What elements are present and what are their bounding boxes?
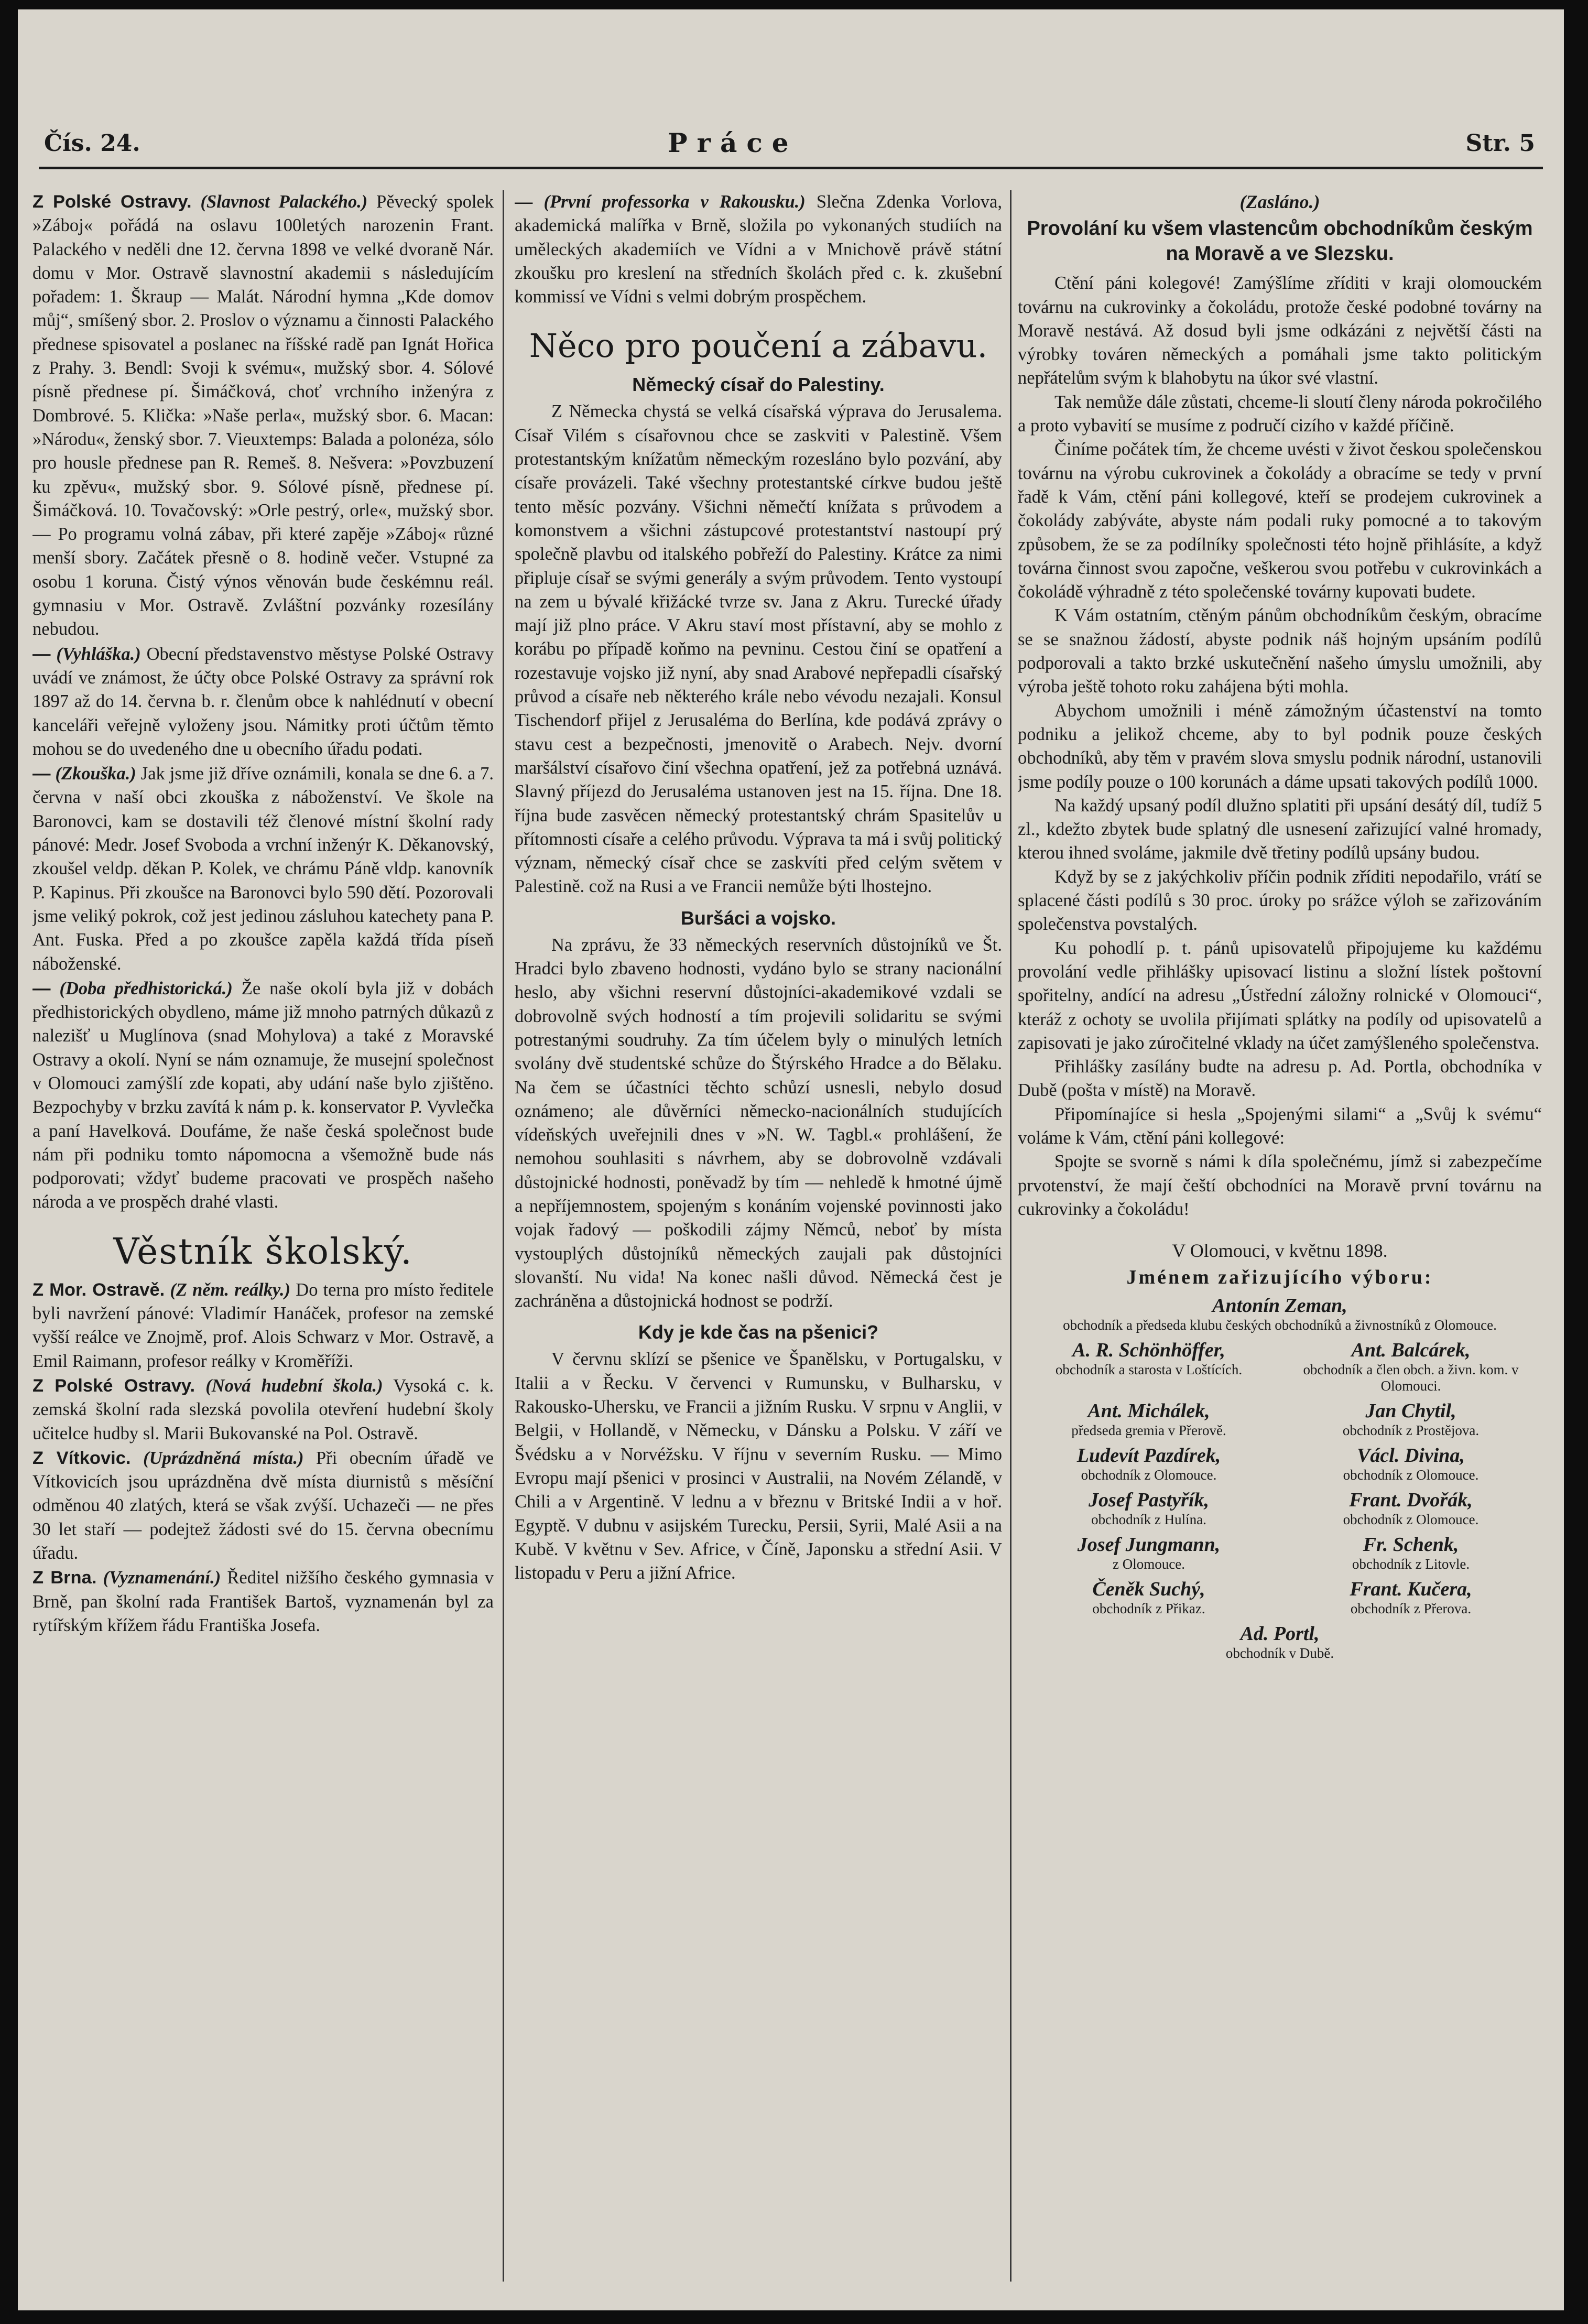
proclamation-paragraph: Činíme počátek tím, že chceme uvésti v život českou společenskou továrnu na výrobu cukrovinek a čokolády a obracíme se tedy v první řadě k Vám, ctění páni kollegové, kteří se prodejem cukrovinek a čokolády zabýváte, abyste nám podali ruky pomocné a to takovým způsobem, že se za podílníky společnosti této hojně přihlásíte, a když továrna činnost svou započne, veškerou svou potřebu v cukrovinkách a čokoládě výhradně z této společenské továrny kupovati budete. [1018,439,1542,602]
article-paragraph: Na zprávu, že 33 německých reservních důstojníků ve Št. Hradci bylo zbaveno hodnosti, vydáno bylo se strany nacionální heslo, aby všichni reservní důstojníci-akademikové vzdali se dobrovolně svých hodností a tím projevili solidaritu se svými potrestanými soudruhy. Za tím účelem byly o minulých letních svolány dvě studentské schůze do Štýrského Hradce a do Bělaku. Na čem se účastníci těchto schůzí usnesli, nebylo dosud oznámeno; ale důvěrníci německo-nacionálních studujících vídeňských uveřejnili dnes v »N. W. Tagbl.« prohlášení, že nemohou souhlasiti s návrhem, aby se dobrovolně vzdávali důstojnické hodnosti, poněvadž by tím — nehledě k hmotné újmě a nepříjemnostem, spojeným s konáním vojenské povinnosti jako vojak řadový — poškodili zájmy Němců, neboť by místa vystouplých důstojníků německých zaujali pak důstojníci slovanští. Nu vida! Na konec našli důvod. Německá čest je zachráněna a důstojnická hodnost se podrží. [515,935,1002,1311]
signature: Čeněk Suchý, obchodník z Přikaz. [1092,1578,1205,1616]
news-item: — (Doba předhistorická.) Že naše okolí byla již v dobách předhistorických obydleno, máme již mnoho patrných důkazů z nalezišť u Muglínova (snad Mohylova) a také z Moravské Ostravy a okolí. Nyní se nám oznamuje, že musejní společnost v Olomouci zamýšlí zde kopati, aby udání naše bylo zjištěno. Bezpochyby v brzku zavítá k nám p. k. konservator P. Vyvlečka a paní Havelková. Doufáme, že naše česká společnost bude nám při podniku tomto nápomocna a všemožně bude nás podporovati; vždyť budeme pracovati ve prospěch našeho národa a ve prospěch drahé vlasti. [32,978,494,1212]
proclamation-paragraph: Abychom umožnili i méně zámožným účastenství na tomto podniku a jelikož chceme, aby to byl podnik pouze českých obchodníků, aby těm v pravém slova smyslu podnik národní, ustanovili jsme podíly pouze o 100 korunách a dáme upsati takových podílů 1000. [1018,700,1542,792]
page-header [18,9,1564,182]
signature-row [1018,1533,1542,1572]
signature-row [1018,1489,1542,1528]
article-title: Německý císař do Palestiny. [632,374,885,396]
column-divider [503,190,504,2282]
proclamation-paragraph: Ctění páni kolegové! Zamýšlíme zříditi v kraji olomouckém továrnu na cukrovinky a čokoládu, protože české podobné továrny na Moravě nestává. Až dosud byli jsme odkázáni z největší části na výrobky továren německých a pomáhali jsme takto politickým nepřátelům svým k blahobytu na úkor své vlastní. [1018,273,1542,388]
column-middle [515,190,1002,2282]
signature: Josef Pastyřík, obchodník z Hulína. [1088,1489,1210,1527]
signature: Josef Jungmann, z Olomouce. [1077,1533,1221,1572]
article-title: Buršáci a vojsko. [680,907,836,929]
page-number: Str. 5 [1465,130,1535,157]
news-item: Z Polské Ostravy. (Slavnost Palackého.) Pěvecký spolek »Záboj« pořádá na oslavu 100letých narozenin Frant. Palackého v neděli dne 12. června 1898 ve velké dvoraně Nár. domu v Mor. Ostravě slavnostní akademii s následujícím pořadem: 1. Škraup — Malát. Národní hymna „Kde domov můj“, smíšený sbor. 2. Proslov o významu a činnosti Palackého přednese spisovatel a poslanec na říšské radě pan Ignát Hořica z Prahy. 3. Bendl: Svoji k svému«, mužský sbor. 4. Sólové písně přednese pí. Šimáčková, choť vrchního inženýra z Dombrové. 5. Klička: »Naše perla«, mužský sbor. 6. Macan: »Národu«, ženský sbor. 7. Vieuxtemps: Balada a polonéza, sólo pro housle přednese pan R. Remeš. 8. Nešvera: »Povzbuzení ku zpěvu«, mužský sbor. 9. Sólové písně, přednese pí. Šimáčková. 10. Tovačovský: »Orle pestrý, orle«, mužský sbor. — Po programu volná zábav, při které zapěje »Záboj« různé menší sbory. Začátek přesně o 8. hodině večer. Vstupné za osobu 1 koruna. Čistý výnos věnován bude českémnu reál. gymnasiu v Mor. Ostravě. Zvláštní pozvánky rozesílány nebudou. [32,192,494,639]
signature: Antonín Zeman, obchodník a předseda klubu českých obchodníků a živnostníků z Olomouce. [1063,1294,1497,1333]
signature: Václ. Divina, obchodník z Olomouce. [1343,1444,1479,1483]
section-tag: (Zasláno.) [1239,191,1320,212]
news-item: — (Vyhláška.) Obecní představenstvo městyse Polské Ostravy uvádí ve známost, že účty obce Polské Ostravy za správní rok 1897 až do 14. června b. r. členům obce k nahlédnutí v obecní kanceláři veřejně vyloženy jsou. Námitky proti účtům těmto mohou se do uvedeného dne u obecního úřadu podati. [32,644,494,759]
school-item: Z Vítkovic. (Uprázdněná místa.) Při obecním úřadě ve Vítkovicích jsou uprázdněna dvě místa diurnistů s měsíční odměnou 40 zlatých, která se však zvýší. Uchazeči — ne přes 30 let staří — podejtež žádosti své do 15. června obecnímu úřadu. [32,1448,494,1563]
proclamation-paragraph: Když by se z jakýchkoliv příčin podnik zříditi nepodařilo, vrátí se splacené části podílů s 30 proc. úroky po srážce výloh se zařizováním společenstva povstalých. [1018,866,1542,935]
news-item: — (První professorka v Rakousku.) Slečna Zdenka Vorlova, akademická malířka v Brně, složila po vykonaných studiích na uměleckých akademiích ve Vídni a v Mnichově právě státní zkoušku pro kreslení na středních školách před c. k. zkušební kommissí ve Vídni s velmi dobrým prospěchem. [515,192,1002,307]
signature: Ad. Portl, obchodník v Dubě. [1225,1622,1334,1661]
school-item: Z Polské Ostravy. (Nová hudební škola.) Vysoká c. k. zemská školní rada slezská povolila otevření hudební školy učitelce hudby sl. Marii Bukovanské na Pol. Ostravě. [32,1375,494,1443]
signature: Frant. Dvořák, obchodník z Olomouce. [1343,1489,1479,1527]
signature: Fr. Schenk, obchodník z Litovle. [1352,1533,1470,1572]
signature: Ant. Michálek, předseda gremia v Přerově. [1071,1399,1226,1438]
column-divider [1010,190,1011,2282]
newspaper-page [18,9,1564,2310]
article-title: Kdy je kde čas na pšenici? [638,1321,879,1343]
proclamation-paragraph: Připomínajíce si hesla „Spojenými silami“ a „Svůj k svému“ voláme k Vám, ctění páni kollegové: [1018,1104,1542,1148]
proclamation-paragraph: Ku pohodlí p. t. pánů upisovatelů připojujeme ku každému provolání vedle přihlášky upisovací listinu a složní lístek poštovní spořitelny, andící na adresu „Ústřední záložny rolnické v Olomouci“, kteráž z ochoty se uvolila přijímati splátky na podíly od upisovatelů a zapisovati je jako zúročitelné vklady na účet zamýšleného společenstva. [1018,938,1542,1053]
header-rule [39,167,1543,169]
section-title-school: Věstník školský. [113,1231,413,1273]
signature-row [1018,1622,1542,1661]
article-paragraph: Z Německa chystá se velká císařská výprava do Jerusalema. Císař Vilém s císařovnou chce se zaskviti v Palestině. Všem protestantským knížatům německým rozesláno bylo pozvání, aby císaře provázeli. Také všechny protestantské církve budou ještě tento měsíc pozvány. Všichni němečtí knížata s průvodem a komonstvem a všichni zástupcové protestantství nastoupí prý společně plavbu od italského pobřeží do Palestiny. Krátce za nimi připluje císař se svými generály a svým průvodem. Tento vystoupí na zem u bývalé křižácké tvrze sv. Jana z Akru. Turecké úřady mají již plno práce. V Akru staví most přístavní, aby se mohlo z korábu po případě koňmo na pevninu. Cestou činí se opatření a rozestavuje vojsko již nyní, aby snad Arabové nepřepadli císařský průvod a císaře neb některého krále nebo vévodu nezajali. Konsul Tischendorf přijel z Jerusaléma do Berlína, kde podává zprávy o stavu cest a bezpečnosti, jmenovitě o Arabech. Nejv. dvorní maršálství císařovo činí všechna opatření, jež za potřebná uznává. Slavný příjezd do Jerusaléma ustanoven jest na 15. října. Dne 18. října bude zasvěcen německý protestantský chrám Spasitelův u přítomnosti císaře a celého průvodu. Výprava ta má i svůj politický význam, německý císař chce se zaskvíti před celým světem v Palestině. což na Rusi a ve Francii nemůže býti lhostejno. [515,401,1002,897]
proclamation-paragraph: Přihlášky zasílány budte na adresu p. Ad. Portla, obchodníka v Dubě (pošta v místě) na Moravě. [1018,1057,1542,1101]
column-right [1018,190,1542,2282]
article-paragraph: V červnu sklízí se pšenice ve Španělsku, v Portugalsku, v Italii a v Řecku. V červenci v Rumunsku, v Bulharsku, v Rakousko-Uhersku, ve Francii a jižním Rusku. V srpnu v Anglii, v Belgii, v Hollandě, v Německu, v Dánsku a Polsku. V září ve Švédsku a v Norvéžsku. V říjnu v severním Rusku. — Mimo Evropu mají pšenici v prosinci v Australii, na Novém Zélandě, v Chili a v Argentině. V lednu a v březnu v Britské Indii a v hoř. Egyptě. V dubnu v asijském Turecku, Persii, Syrii, Malé Asii a na Kubě. V květnu v Sev. Africe, v Číně, Japonsku a střední Asii. V listopadu v Peru a jižní Africe. [515,1349,1002,1583]
proclamation-paragraph: K Vám ostatním, ctěným pánům obchodníkům českým, obracíme se se snažnou žádostí, abyste podnik náš hojným upsáním podílů podporovali a takto brzké uskutečnění našeho úmyslu umožnili, aby výroba ještě tohoto roku zahájena býti mohla. [1018,605,1542,697]
signature: Jan Chytil, obchodník z Prostějova. [1342,1399,1480,1438]
section-title-education: Něco pro poučení a zábavu. [529,327,988,365]
signature: Frant. Kučera, obchodník z Přerova. [1350,1578,1472,1616]
proclamation-place-date: V Olomouci, v květnu 1898. [1172,1240,1388,1262]
school-item: Z Brna. (Vyznamenání.) Ředitel nižšího českého gymnasia v Brně, pan školní rada František Bartoš, vyznamenán byl za rytířským křížem řádu Františka Josefa. [32,1568,494,1635]
proclamation-paragraph: Tak nemůže dále zůstati, chceme-li sloutí členy národa pokročilého a proto vybavití se musíme z područí cizího v každé příčině. [1018,392,1542,436]
signature-row [1018,1339,1542,1394]
column-left [32,190,494,2282]
proclamation-title: Provolání ku všem vlastencům obchodníkům českým na Moravě a ve Slezsku. [1027,218,1533,265]
school-item: Z Mor. Ostravě. (Z něm. reálky.) Do terna pro místo ředitele byli navržení pánové: Vladimír Hanáček, profesor na zemské vyšší reálce ve Znojmě, prof. Alois Schwarz v Mor. Ostravě, a Emil Raimann, profesor reálky v Kroměříži. [32,1279,494,1371]
proclamation-paragraph: Na každý upsaný podíl dlužno splatiti při upsání desátý díl, tudíž 5 zl., kdežto zbytek bude splatný dle usnesení zařizující valné hromady, kterou ihned svoláme, jakmile dvě třetiny podílů upsány budou. [1018,795,1542,863]
signature: Ant. Balcárek, obchodník a člen obch. a živn. kom. v Olomouci. [1303,1339,1519,1394]
signature-row [1018,1444,1542,1483]
signature-row [1018,1294,1542,1333]
news-item: — (Zkouška.) Jak jsme již dříve oznámili, konala se dne 6. a 7. června v naší obci zkouška z náboženství. Ve škole na Baronovci, kam se dostavili též členové místní školní rady pánové: Medr. Josef Svoboda a vrchní inženýr K. Děkanovský, zkoušel veldp. děkan P. Kolek, ve chrámu Páně vldp. kanovník P. Kapinus. Při zkoušce na Baronovci bylo 590 dětí. Pozorovali jsme veliký pokrok, což jest jedinou zásluhou katechety pana P. Ant. Fuska. Před a po zkoušce zapěla každá třída píseň náboženské. [32,764,494,974]
issue-number: Čís. 24. [44,130,140,157]
committee-heading: Jménem zařizujícího výboru: [1126,1266,1433,1289]
signature-row [1018,1399,1542,1439]
signature: A. R. Schönhöffer, obchodník a starosta v Loštících. [1055,1339,1243,1377]
signature: Ludevít Pazdírek, obchodník z Olomouce. [1076,1444,1221,1483]
signature-row [1018,1578,1542,1617]
proclamation-paragraph: Spojte se svorně s námi k díla společnému, jímž si zabezpečíme prvotenství, že mají čeští obchodníci na Moravě první továrnu na cukrovinky a čokoládu! [1018,1152,1542,1219]
newspaper-title: Práce [668,127,798,158]
